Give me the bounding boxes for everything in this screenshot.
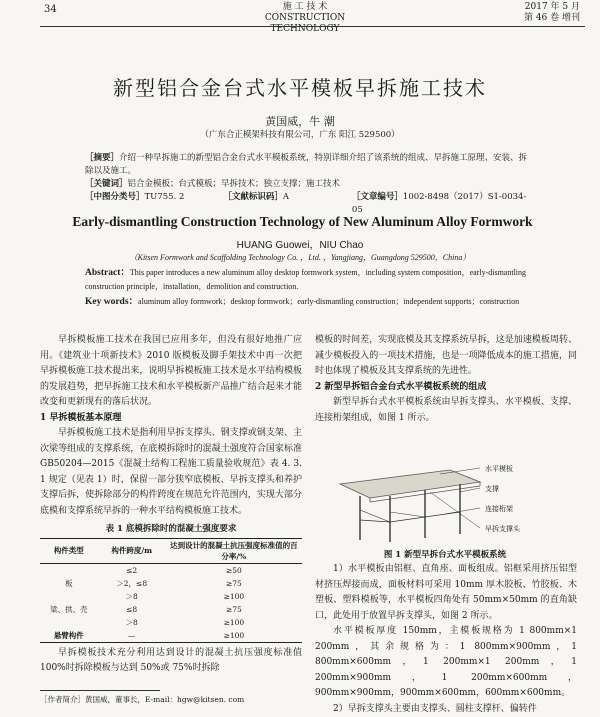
keywords-label-en: Key words： bbox=[85, 297, 138, 307]
affiliation-cn: （广东合正模架科技有限公司，广东 阳江 529500） bbox=[60, 128, 540, 140]
abstract-en-body bbox=[85, 266, 535, 293]
table-row bbox=[40, 577, 302, 590]
summary-text: 介绍一种早拆施工的新型铝合金台式水平模板系统，特别详细介绍了该系统的组成、早拆施工原理、安装、拆除以及施工。 bbox=[85, 153, 527, 176]
table-cell: ≤8 bbox=[98, 603, 166, 616]
section-1-paragraph: 早拆模板施工技术是指利用早拆支撑头、钢支撑或钢支架、主次梁等组成的支撑系统，在底模拆除时的混凝土强度符合国家标准 GB50204—2015《混凝土结构工程施工质量验收规范》表 4. 3. 1 规定（见表 1）时，保留一部分狭窄底模板、早拆支撑头和养护支撑后拆，使拆除部分的构件跨度在规范允许范围内，实现大部分底模和支撑系统早拆的一种水平结构模板施工技术。 bbox=[40, 426, 302, 519]
abstract-cn-keywords bbox=[85, 178, 535, 191]
authors-en: HUANG Guowei，NIU Chao bbox=[60, 236, 540, 251]
author-footnote: ［作者简介］黄国威，董事长，E-mail：hgw@kitsen. com bbox=[40, 694, 244, 705]
figure-label-support: 支撑 bbox=[485, 484, 499, 494]
left-column bbox=[40, 333, 302, 677]
figure-label-truss: 连接桁架 bbox=[485, 504, 513, 514]
table-cell: ≥50 bbox=[166, 563, 302, 577]
table-header-cell: 达到设计的混凝土抗压强度标准值的百分率/% bbox=[166, 538, 302, 563]
table-row bbox=[40, 590, 302, 603]
table-cell: ≥100 bbox=[166, 629, 302, 643]
table-cell: ≥75 bbox=[166, 577, 302, 590]
issue-info bbox=[470, 2, 580, 24]
journal-name-cn: 施 工 技 术 bbox=[230, 2, 380, 13]
journal-name-en: CONSTRUCTION TECHNOLOGY bbox=[230, 13, 380, 35]
table-row bbox=[40, 603, 302, 616]
right-column-top bbox=[315, 333, 577, 426]
article-title-en: Early-dismantling Construction Technology of New Aluminum Alloy Formwork bbox=[40, 214, 565, 230]
table-cell: ≥100 bbox=[166, 590, 302, 603]
doc-code-label: ［文献标识码］ bbox=[223, 192, 283, 202]
keywords-text-cn: 铝合金模板；台式模板；早拆技术；独立支撑；施工技术 bbox=[128, 179, 341, 189]
keywords-text-en: aluminum alloy formwork；desktop formwork；early-dismantling construction；independent supports；construction bbox=[138, 297, 519, 306]
formwork-description-paragraph: 1）水平模板由铝框、直角座、面板组成。铝框采用挤压铝型材挤压焊接而成，面板材料可采用 10mm 厚木胶板、竹胶板、木塑板、塑料模板等，水平模板四角处有 50mm×50mm 的直角缺口，此处用于放置早拆支撑头，如图 2 所示。 bbox=[315, 562, 577, 624]
table-header-row bbox=[40, 538, 302, 563]
table-cell: 板 bbox=[40, 577, 98, 590]
right-continued-paragraph: 模板的时间差，实现底模及其支撑系统早拆，这是加速模板周转、减少模板投入的一项技术措施，也是一项降低成本的施工措施，同时也体现了模板及其支撑系统的先进性。 bbox=[315, 333, 577, 380]
doc-code-value: A bbox=[283, 192, 289, 202]
keywords-label-cn: ［关键词］ bbox=[85, 179, 128, 189]
table-cell: 梁、拱、壳 bbox=[40, 603, 98, 616]
summary-label: ［摘要］ bbox=[85, 153, 119, 163]
table-header-cell: 构件类型 bbox=[40, 538, 98, 563]
table-row bbox=[40, 616, 302, 629]
right-column-bottom bbox=[315, 562, 577, 717]
issue-date: 2017 年 5 月 bbox=[470, 2, 580, 13]
header-rule bbox=[40, 26, 585, 27]
support-head-paragraph: 2）早拆支撑头主要由支撑头、圆柱支撑杆、偏转件 bbox=[315, 702, 577, 717]
abstract-en-keywords bbox=[85, 295, 535, 309]
table-cell bbox=[40, 563, 98, 577]
issue-volume: 第 46 卷 增刊 bbox=[470, 13, 580, 24]
table-1 bbox=[40, 538, 302, 643]
table-cell: — bbox=[98, 629, 166, 643]
figure-label-early-head: 早拆支撑头 bbox=[485, 524, 520, 534]
table-cell: ≥75 bbox=[166, 603, 302, 616]
left-closing-paragraph: 早拆模板技术充分利用达到设计的混凝土抗压强度标准值 100%时拆除模板与达到 50%或 75%时拆除 bbox=[40, 646, 302, 677]
formwork-sizes-paragraph: 水平模板厚度 150mm，主模板规格为 1 800mm×1 200mm，其余规格为：1 800mm×900mm，1 800mm×600mm，1 200mm×1 200mm，1 200mm×900mm，1 200mm×600mm，900mm×900mm，900mm×600mm，600mm×600mm。 bbox=[315, 624, 577, 702]
article-no-label: ［文章编号］ bbox=[352, 192, 403, 202]
intro-paragraph: 早拆模板施工技术在我国已应用多年，但没有很好地推广应用。《建筑业十项新技术》2010 版模板及脚手架技术中再一次把早拆模板施工技术提出来，说明早拆模板施工技术是水平结构模板的发展趋势，把早拆施工技术和水平模板新产品推广结合起来才能改变和更新现有的落后状况。 bbox=[40, 333, 302, 411]
authors-cn: 黄国威，牛 潮 bbox=[60, 113, 540, 129]
table-cell: ≥100 bbox=[166, 616, 302, 629]
page-number: 34 bbox=[44, 4, 57, 15]
abstract-en-label: Abstract： bbox=[85, 268, 130, 278]
table-cell: 悬臂构件 bbox=[40, 629, 98, 643]
table-row bbox=[40, 629, 302, 643]
table-cell: ＞2，≤8 bbox=[98, 577, 166, 590]
abstract-en-text: This paper introduces a new aluminum alloy desktop formwork system，including system composition，early-dismantling construction principle，installation，demolition and construction. bbox=[85, 268, 526, 291]
table-cell: ＞8 bbox=[98, 590, 166, 603]
section-1-heading: 1 早拆模板基本原理 bbox=[40, 411, 302, 427]
figure-1 bbox=[330, 462, 560, 544]
clc-value: TU755. 2 bbox=[145, 192, 185, 202]
table-row bbox=[40, 563, 302, 577]
section-2-paragraph: 新型早拆台式水平模板系统由早拆支撑头、水平模板、支撑、连接桁架组成，如图 1 所示。 bbox=[315, 395, 577, 426]
table-cell bbox=[40, 590, 98, 603]
section-2-heading: 2 新型早拆铝合金台式水平模板系统的组成 bbox=[315, 380, 577, 396]
journal-header bbox=[230, 2, 380, 35]
table-cell bbox=[40, 616, 98, 629]
abstract-en bbox=[85, 266, 535, 309]
table-cell: ＞8 bbox=[98, 616, 166, 629]
formwork-figure-drawing bbox=[330, 462, 560, 544]
table-header-cell: 构件跨度/m bbox=[98, 538, 166, 563]
table-cell: ≤2 bbox=[98, 563, 166, 577]
abstract-cn bbox=[85, 152, 535, 217]
article-no-value: 1002-8498（2017）S1-0034-05 bbox=[352, 192, 526, 215]
article-title-cn: 新型铝合金台式水平模板早拆施工技术 bbox=[60, 72, 540, 101]
figure-1-caption: 图 1 新型早拆台式水平模板系统 bbox=[320, 548, 570, 560]
affiliation-en: （Kitsen Formwork and Scaffolding Technology Co. ，Ltd. ，Yangjiang，Guangdong 529500，China） bbox=[60, 252, 540, 263]
figure-label-formwork: 水平模板 bbox=[485, 464, 513, 474]
footnote-rule bbox=[40, 690, 160, 691]
clc-label: ［中图分类号］ bbox=[85, 192, 145, 202]
table-1-caption: 表 1 底模拆除时的混凝土强度要求 bbox=[40, 522, 302, 538]
abstract-cn-summary bbox=[85, 152, 535, 178]
